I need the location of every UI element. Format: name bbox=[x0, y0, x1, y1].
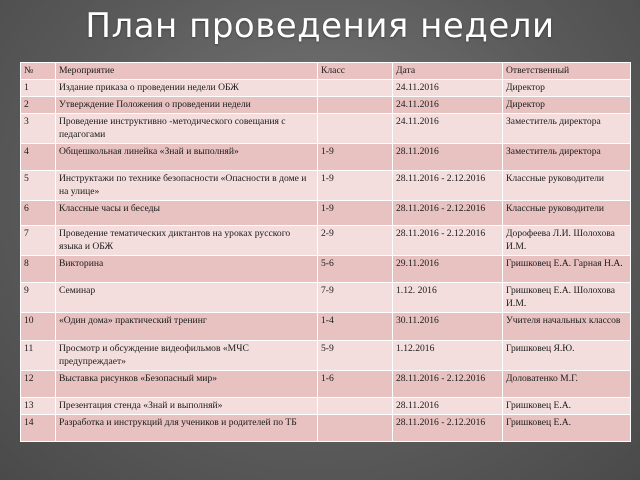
row-date: 28.11.2016 - 2.12.2016 bbox=[393, 201, 503, 226]
row-event: Семинар bbox=[56, 283, 318, 313]
row-class bbox=[318, 97, 393, 114]
row-class: 5-9 bbox=[318, 341, 393, 371]
row-number: 12 bbox=[21, 371, 56, 398]
table-header-row bbox=[21, 63, 631, 80]
row-class: 1-6 bbox=[318, 371, 393, 398]
row-class bbox=[318, 415, 393, 442]
row-class bbox=[318, 398, 393, 415]
row-responsible: Доловатенко М.Г. bbox=[503, 371, 631, 398]
table-row bbox=[21, 226, 631, 256]
table-row bbox=[21, 313, 631, 341]
row-event: Проведение тематических диктантов на уроках русского языка и ОБЖ bbox=[56, 226, 318, 256]
row-responsible: Классные руководители bbox=[503, 201, 631, 226]
row-responsible: Гришковец Я.Ю. bbox=[503, 341, 631, 371]
row-number: 13 bbox=[21, 398, 56, 415]
row-date: 28.11.2016 - 2.12.2016 bbox=[393, 371, 503, 398]
row-date: 30.11.2016 bbox=[393, 313, 503, 341]
header-number: № bbox=[21, 63, 56, 80]
header-date: Дата bbox=[393, 63, 503, 80]
row-date: 28.11.2016 - 2.12.2016 bbox=[393, 415, 503, 442]
row-number: 9 bbox=[21, 283, 56, 313]
table-row bbox=[21, 171, 631, 201]
row-responsible: Гришковец Е.А. Шолохова И.М. bbox=[503, 283, 631, 313]
row-date: 24.11.2016 bbox=[393, 80, 503, 97]
row-number: 4 bbox=[21, 144, 56, 171]
row-number: 2 bbox=[21, 97, 56, 114]
row-date: 28.11.2016 - 2.12.2016 bbox=[393, 226, 503, 256]
table-row bbox=[21, 256, 631, 283]
row-responsible: Директор bbox=[503, 80, 631, 97]
row-event: Классные часы и беседы bbox=[56, 201, 318, 226]
row-class: 5-6 bbox=[318, 256, 393, 283]
row-class: 1-9 bbox=[318, 144, 393, 171]
row-event: Викторина bbox=[56, 256, 318, 283]
row-number: 10 bbox=[21, 313, 56, 341]
row-number: 6 bbox=[21, 201, 56, 226]
row-responsible: Гришковец Е.А. bbox=[503, 398, 631, 415]
row-number: 5 bbox=[21, 171, 56, 201]
table-row bbox=[21, 80, 631, 97]
row-responsible: Гришковец Е.А. bbox=[503, 415, 631, 442]
table-row bbox=[21, 114, 631, 144]
row-event: Общешкольная линейка «Знай и выполняй» bbox=[56, 144, 318, 171]
schedule-table-container bbox=[20, 62, 630, 442]
row-responsible: Заместитель директора bbox=[503, 114, 631, 144]
row-number: 8 bbox=[21, 256, 56, 283]
row-date: 1.12.2016 bbox=[393, 341, 503, 371]
row-date: 24.11.2016 bbox=[393, 97, 503, 114]
row-class bbox=[318, 80, 393, 97]
row-event: Разработка и инструкций для учеников и родителей по ТБ bbox=[56, 415, 318, 442]
row-event: Выставка рисунков «Безопасный мир» bbox=[56, 371, 318, 398]
table-row bbox=[21, 371, 631, 398]
row-class: 1-4 bbox=[318, 313, 393, 341]
row-number: 1 bbox=[21, 80, 56, 97]
row-responsible: Классные руководители bbox=[503, 171, 631, 201]
header-class: Класс bbox=[318, 63, 393, 80]
row-class: 2-9 bbox=[318, 226, 393, 256]
table-row bbox=[21, 97, 631, 114]
table-row bbox=[21, 201, 631, 226]
row-class bbox=[318, 114, 393, 144]
row-number: 3 bbox=[21, 114, 56, 144]
row-event: Инструктажи по технике безопасности «Опасности в доме и на улице» bbox=[56, 171, 318, 201]
row-date: 28.11.2016 - 2.12.2016 bbox=[393, 171, 503, 201]
row-class: 1-9 bbox=[318, 201, 393, 226]
page-title: План проведения недели bbox=[85, 6, 555, 46]
row-event: «Один дома» практический тренинг bbox=[56, 313, 318, 341]
table-row bbox=[21, 415, 631, 442]
table-row bbox=[21, 398, 631, 415]
schedule-table bbox=[20, 62, 631, 442]
row-date: 24.11.2016 bbox=[393, 114, 503, 144]
row-responsible: Гришковец Е.А. Гарная Н.А. bbox=[503, 256, 631, 283]
row-date: 1.12. 2016 bbox=[393, 283, 503, 313]
header-responsible: Ответственный bbox=[503, 63, 631, 80]
row-class: 7-9 bbox=[318, 283, 393, 313]
row-date: 29.11.2016 bbox=[393, 256, 503, 283]
header-event: Мероприятие bbox=[56, 63, 318, 80]
row-event: Утверждение Положения о проведении недели bbox=[56, 97, 318, 114]
table-row bbox=[21, 144, 631, 171]
row-date: 28.11.2016 bbox=[393, 398, 503, 415]
row-number: 14 bbox=[21, 415, 56, 442]
row-date: 28.11.2016 bbox=[393, 144, 503, 171]
row-responsible: Дорофеева Л.И. Шолохова И.М. bbox=[503, 226, 631, 256]
table-row bbox=[21, 341, 631, 371]
row-class: 1-9 bbox=[318, 171, 393, 201]
row-number: 11 bbox=[21, 341, 56, 371]
row-responsible: Заместитель директора bbox=[503, 144, 631, 171]
row-responsible: Директор bbox=[503, 97, 631, 114]
row-responsible: Учителя начальных классов bbox=[503, 313, 631, 341]
table-row bbox=[21, 283, 631, 313]
row-event: Издание приказа о проведении недели ОБЖ bbox=[56, 80, 318, 97]
row-event: Проведение инструктивно -методического совещания с педагогами bbox=[56, 114, 318, 144]
row-number: 7 bbox=[21, 226, 56, 256]
row-event: Просмотр и обсуждение видеофильмов «МЧС предупреждает» bbox=[56, 341, 318, 371]
row-event: Презентация стенда «Знай и выполняй» bbox=[56, 398, 318, 415]
